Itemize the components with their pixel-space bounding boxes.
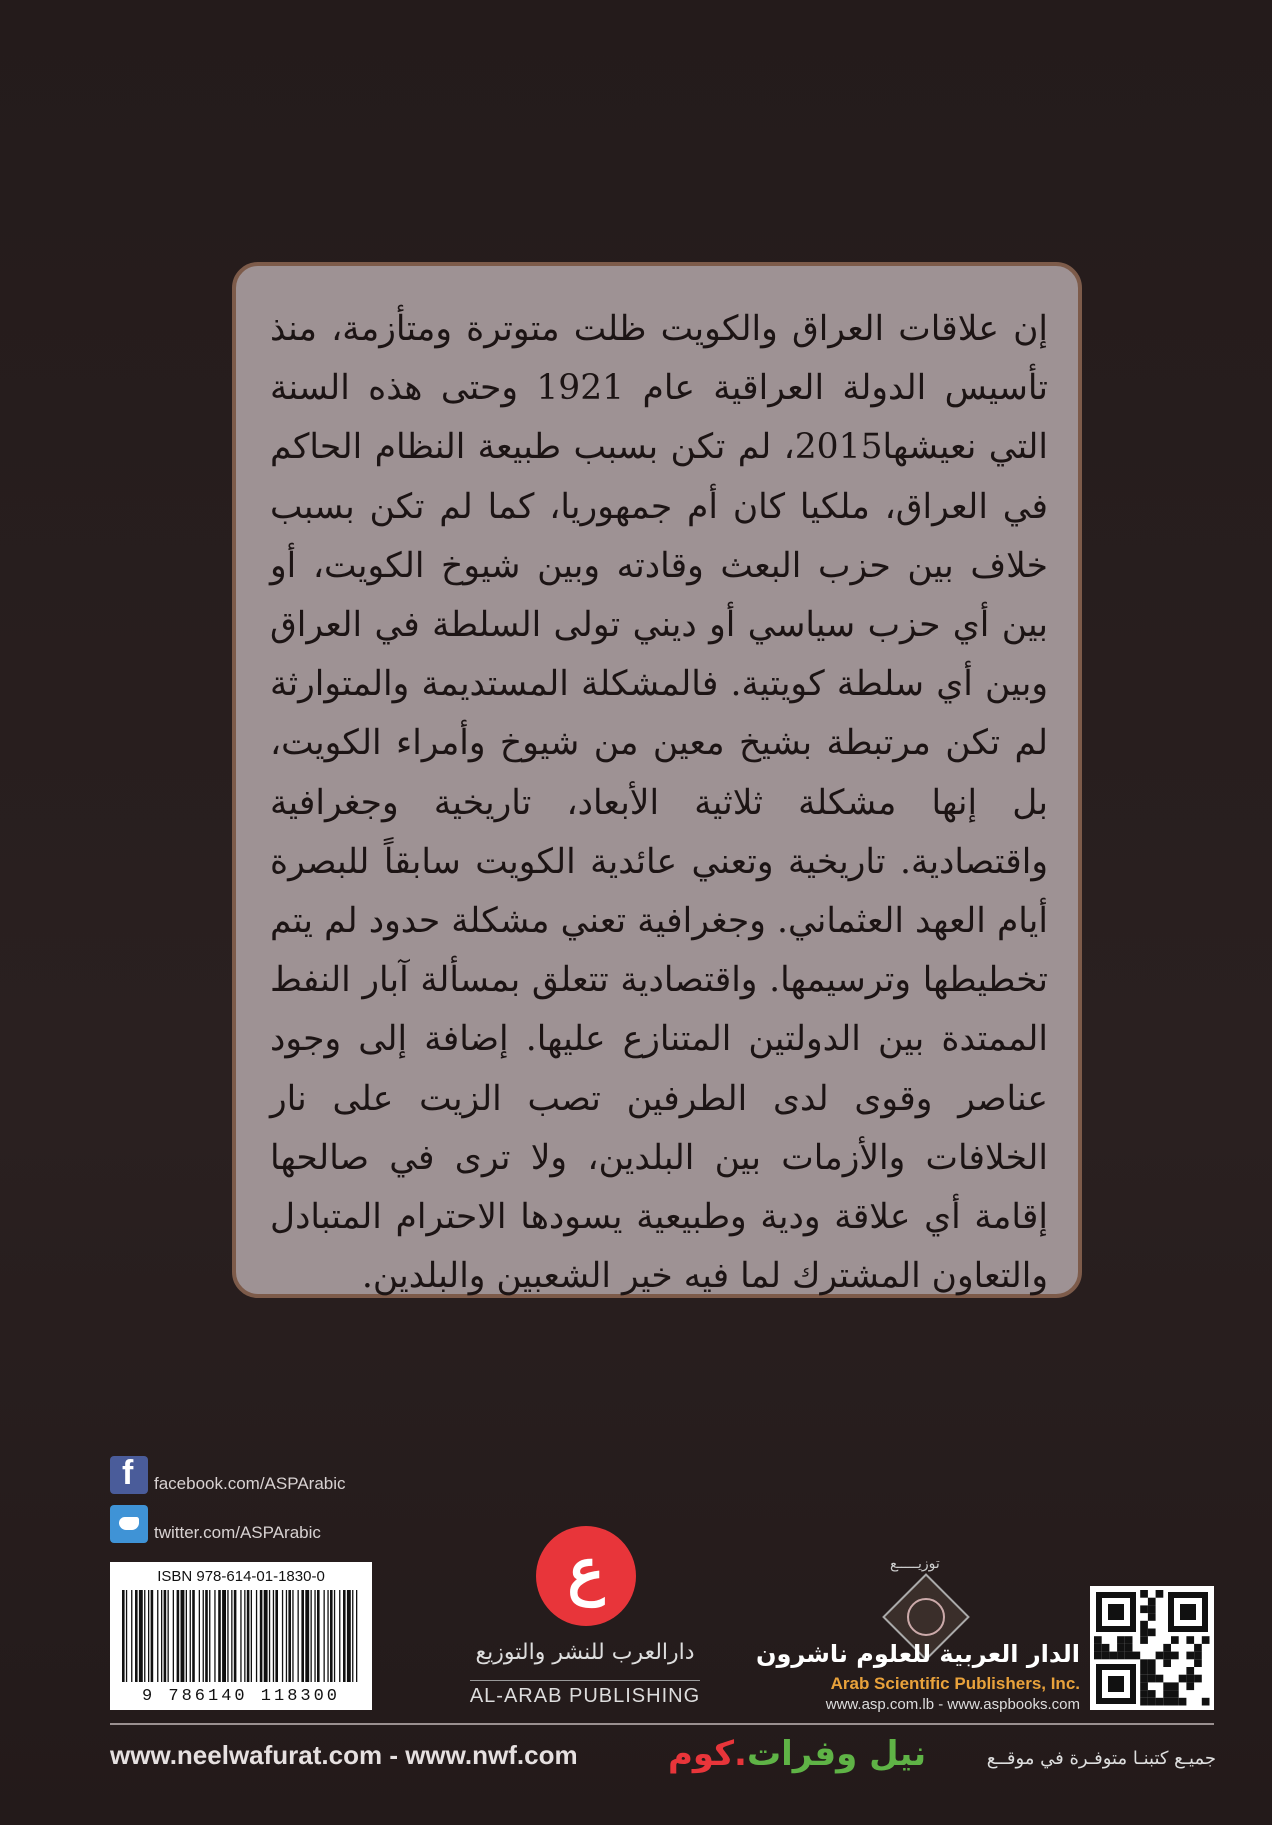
qr-module <box>1117 1644 1125 1652</box>
barcode-bar <box>311 1590 312 1682</box>
qr-module <box>1140 1629 1148 1637</box>
barcode-bar <box>139 1590 143 1682</box>
facebook-label: facebook.com/ASPArabic <box>154 1474 346 1493</box>
qr-module <box>1163 1659 1171 1667</box>
qr-finder-top-left <box>1096 1592 1136 1632</box>
barcode-bar <box>330 1590 333 1682</box>
barcode-bar <box>260 1590 263 1682</box>
barcode-bar <box>234 1590 237 1682</box>
barcode-bar <box>286 1590 287 1682</box>
barcode-bar <box>168 1590 169 1682</box>
barcode-bar <box>177 1590 180 1682</box>
barcode-bar <box>251 1590 252 1682</box>
qr-module <box>1171 1652 1179 1660</box>
alarab-logo <box>536 1526 636 1626</box>
barcode-bar <box>352 1590 353 1682</box>
barcode-bar <box>298 1590 299 1682</box>
qr-module <box>1171 1698 1179 1706</box>
qr-module <box>1125 1652 1133 1660</box>
qr-module <box>1156 1675 1164 1683</box>
qr-module <box>1140 1659 1148 1667</box>
qr-module <box>1148 1613 1156 1621</box>
barcode-bar <box>222 1590 226 1682</box>
qr-module <box>1148 1659 1156 1667</box>
barcode-bar <box>324 1590 325 1682</box>
qr-module <box>1140 1636 1148 1644</box>
isbn-barcode <box>110 1562 372 1710</box>
qr-module <box>1156 1590 1164 1598</box>
barcode-bar <box>327 1590 328 1682</box>
qr-module <box>1186 1667 1194 1675</box>
qr-module <box>1094 1652 1102 1660</box>
qr-module <box>1148 1605 1156 1613</box>
qr-finder-bottom-left <box>1096 1664 1136 1704</box>
barcode-bar <box>186 1590 187 1682</box>
asp-publisher <box>755 1556 1080 1716</box>
qr-module <box>1140 1590 1148 1598</box>
barcode-digits: 9 786140 118300 <box>141 1687 341 1706</box>
qr-module <box>1163 1698 1171 1706</box>
qr-module <box>1117 1652 1125 1660</box>
barcode-bar <box>288 1590 291 1682</box>
qr-code[interactable] <box>1090 1586 1214 1710</box>
barcode-bar <box>339 1590 340 1682</box>
qr-module <box>1186 1652 1194 1660</box>
barcode-bar <box>131 1590 132 1682</box>
qr-module <box>1133 1652 1141 1660</box>
qr-module <box>1186 1636 1194 1644</box>
barcode-bars <box>122 1590 360 1682</box>
qr-module <box>1194 1675 1202 1683</box>
qr-module <box>1148 1667 1156 1675</box>
qr-module <box>1194 1644 1202 1652</box>
qr-module <box>1163 1682 1171 1690</box>
barcode-bar <box>218 1590 221 1682</box>
barcode-bar <box>214 1590 215 1682</box>
qr-module <box>1179 1698 1187 1706</box>
asp-name-en: Arab Scientific Publishers, Inc. <box>830 1674 1080 1693</box>
qr-module <box>1171 1636 1179 1644</box>
qr-module <box>1148 1629 1156 1637</box>
alarab-publisher <box>450 1520 720 1720</box>
barcode-bar <box>269 1590 270 1682</box>
barcode-bar <box>164 1590 167 1682</box>
qr-module <box>1117 1636 1125 1644</box>
twitter-icon <box>110 1505 148 1543</box>
barcode-bar <box>173 1590 174 1682</box>
asp-name-ar: الدار العربية للعلوم ناشرون <box>755 1640 1080 1668</box>
facebook-icon <box>110 1456 148 1494</box>
qr-module <box>1186 1682 1194 1690</box>
barcode-bar <box>203 1590 204 1682</box>
qr-module <box>1148 1675 1156 1683</box>
barcode-bar <box>122 1590 125 1682</box>
barcode-bar <box>135 1590 138 1682</box>
barcode-bar <box>161 1590 162 1682</box>
qr-module <box>1156 1652 1164 1660</box>
qr-module <box>1140 1605 1148 1613</box>
qr-module <box>1171 1682 1179 1690</box>
blurb-panel <box>232 262 1082 1298</box>
barcode-bar <box>301 1590 304 1682</box>
barcode-bar <box>317 1590 320 1682</box>
barcode-bar <box>205 1590 208 1682</box>
qr-module <box>1094 1636 1102 1644</box>
barcode-bar <box>199 1590 200 1682</box>
barcode-bar <box>148 1590 149 1682</box>
qr-module <box>1202 1636 1210 1644</box>
footer-divider <box>110 1723 1214 1725</box>
barcode-bar <box>273 1590 274 1682</box>
barcode-bar <box>282 1590 283 1682</box>
barcode-bar <box>240 1590 241 1682</box>
barcode-bar <box>343 1590 346 1682</box>
isbn-text: ISBN 978-614-01-1830-0 <box>157 1568 325 1585</box>
qr-module <box>1163 1690 1171 1698</box>
barcode-bar <box>264 1590 268 1682</box>
qr-module <box>1186 1675 1194 1683</box>
qr-module <box>1148 1690 1156 1698</box>
footer-brand-name: نيل وفرات <box>746 1734 927 1774</box>
barcode-bar <box>347 1590 351 1682</box>
barcode-bar <box>126 1590 127 1682</box>
qr-module <box>1102 1644 1110 1652</box>
qr-module <box>1148 1698 1156 1706</box>
barcode-bar <box>144 1590 145 1682</box>
qr-module <box>1140 1675 1148 1683</box>
barcode-bar <box>190 1590 191 1682</box>
qr-module <box>1140 1621 1148 1629</box>
barcode-bar <box>227 1590 228 1682</box>
barcode-bar <box>209 1590 210 1682</box>
qr-module <box>1156 1698 1164 1706</box>
barcode-bar <box>192 1590 195 1682</box>
twitter-label: twitter.com/ASPArabic <box>154 1523 321 1542</box>
barcode-bar <box>305 1590 309 1682</box>
qr-module <box>1102 1652 1110 1660</box>
qr-module <box>1140 1667 1148 1675</box>
qr-module <box>1179 1675 1187 1683</box>
qr-module <box>1140 1690 1148 1698</box>
barcode-bar <box>247 1590 250 1682</box>
barcode-bar <box>151 1590 154 1682</box>
footer-brand-suffix: .كوم <box>668 1734 747 1774</box>
barcode-bar <box>275 1590 278 1682</box>
qr-module <box>1202 1698 1210 1706</box>
alarab-logo-glyph: ع <box>567 1534 605 1607</box>
barcode-bar <box>231 1590 232 1682</box>
footer-availability: جميـع كتبنـا متوفـرة في موقــع <box>986 1748 1216 1769</box>
asp-distribution-label: توزيـــــع <box>890 1556 940 1572</box>
blurb-text: إن علاقات العراق والكويت ظلت متوترة ومتأزمة، منذ تأسيس الدولة العراقية عام 1921 وحتى هذه السنة التي نعيشها2015، لم تكن بسبب طبيعة النظام الحاكم في العراق، ملكيا كان أم جمهوريا، كما لم تكن بسبب خلاف بين حزب البعث وقادته وبين شيوخ الكويت، أو بين أي حزب سياسي أو ديني تولى السلطة في العراق وبين أي سلطة كويتية. فالمشكلة المستديمة والمتوارثة لم تكن مرتبطة بشيخ معين من شيوخ وأمراء الكويت، بل إنها مشكلة ثلاثية الأبعاد، تاريخية وجغرافية واقتصادية. تاريخية وتعني عائدية الكويت سابقاً للبصرة أيام العهد العثماني. وجغرافية تعني مشكلة حدود لم يتم تخطيطها وترسيمها. واقتصادية تتعلق بمسألة آبار النفط الممتدة بين الدولتين المتنازع عليها. إضافة إلى وجود عناصر وقوى لدى الطرفين تصب الزيت على نار الخلافات والأزمات بين البلدين، ولا ترى في صالحها إقامة أي علاقة ودية وطبيعية يسودها الاحترام المتبادل والتعاون المشترك لما فيه خير الشعبين والبلدين. <box>270 309 1049 1297</box>
footer-brand <box>668 1734 926 1774</box>
footer-websites[interactable]: www.neelwafurat.com - www.nwf.com <box>110 1740 578 1770</box>
qr-module <box>1171 1690 1179 1698</box>
qr-module <box>1163 1652 1171 1660</box>
qr-module <box>1125 1636 1133 1644</box>
barcode-bar <box>244 1590 245 1682</box>
barcode-bar <box>334 1590 335 1682</box>
asp-websites[interactable]: www.asp.com.lb - www.aspbooks.com <box>825 1696 1080 1713</box>
barcode-bar <box>314 1590 315 1682</box>
qr-module <box>1140 1698 1148 1706</box>
barcode-bar <box>256 1590 257 1682</box>
alarab-name-en: AL-ARAB PUBLISHING <box>469 1685 701 1707</box>
barcode-bar <box>292 1590 293 1682</box>
qr-module <box>1163 1644 1171 1652</box>
qr-finder-top-right <box>1168 1592 1208 1632</box>
alarab-name-ar: دارالعرب للنشر والتوزيع <box>475 1640 695 1665</box>
qr-module <box>1094 1644 1102 1652</box>
barcode-bar <box>181 1590 185 1682</box>
qr-module <box>1109 1652 1117 1660</box>
qr-module <box>1194 1659 1202 1667</box>
alarab-divider <box>470 1680 700 1681</box>
qr-module <box>1125 1644 1133 1652</box>
qr-module <box>1194 1652 1202 1660</box>
qr-module <box>1148 1598 1156 1606</box>
qr-module <box>1140 1682 1148 1690</box>
barcode-bar <box>157 1590 158 1682</box>
barcode-bar <box>356 1590 357 1682</box>
